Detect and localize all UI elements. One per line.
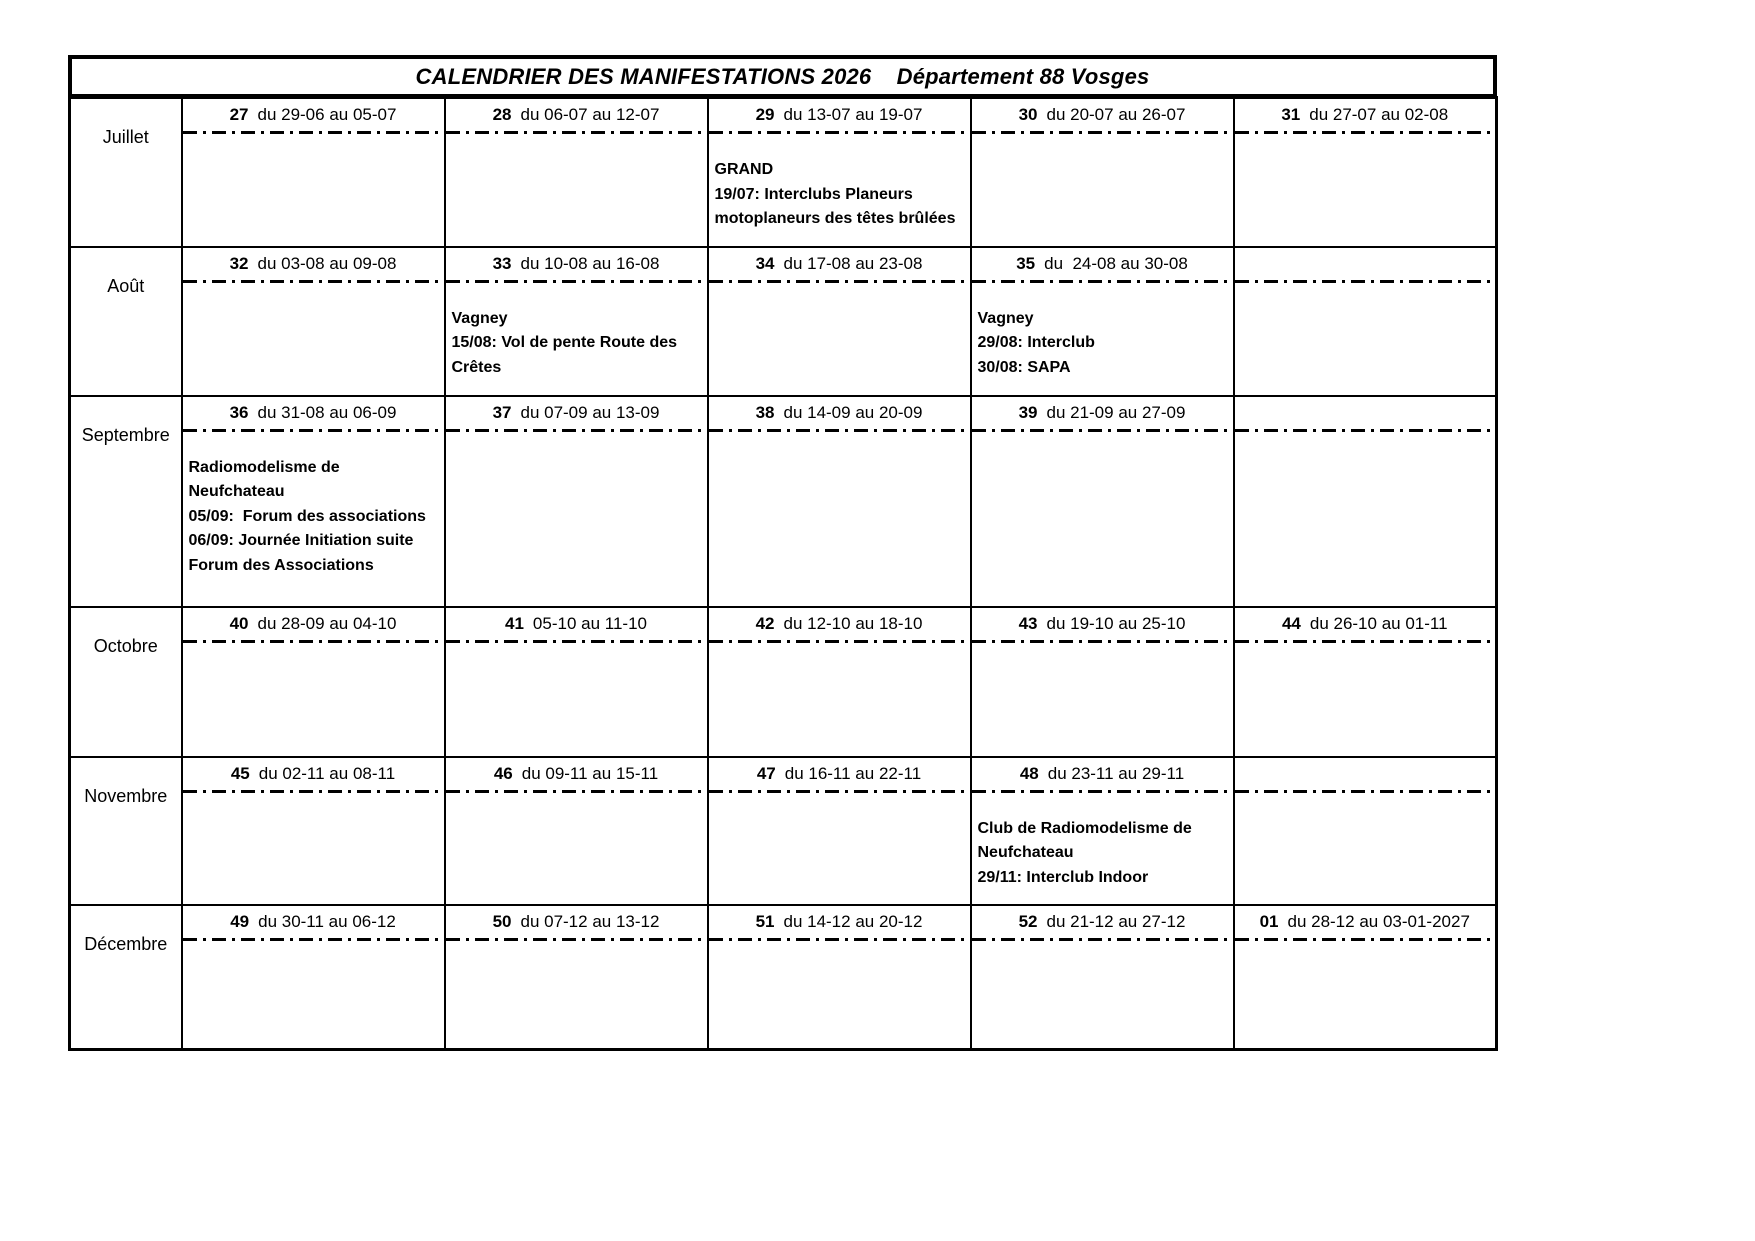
- week-header: [972, 397, 1233, 429]
- week-events: [709, 793, 970, 817]
- week-cell-empty-aout-4: [1234, 247, 1497, 396]
- week-cell-42: [708, 607, 971, 757]
- week-cell-43: [971, 607, 1234, 757]
- week-events: [183, 134, 444, 158]
- week-number: 39: [1018, 402, 1038, 422]
- month-label: Septembre: [81, 424, 170, 445]
- week-number: 33: [492, 253, 512, 273]
- week-cell-32: [182, 247, 445, 396]
- week-number: 41: [505, 613, 524, 633]
- week-header: [709, 397, 970, 429]
- week-date-range: du 14-12 au 20-12: [783, 911, 923, 931]
- week-events: [1235, 643, 1496, 667]
- week-number: 40: [229, 613, 249, 633]
- week-events: [446, 134, 707, 158]
- week-number: 43: [1018, 613, 1038, 633]
- week-number: 31: [1281, 105, 1301, 124]
- week-events: [1235, 283, 1496, 307]
- week-date-range: du 09-11 au 15-11: [521, 763, 659, 783]
- week-header: [972, 99, 1233, 131]
- month-row-septembre: [70, 396, 1497, 607]
- week-header: [972, 248, 1233, 280]
- week-header: [1235, 99, 1496, 131]
- week-cell-36: [182, 396, 445, 607]
- week-header: [183, 248, 444, 280]
- event-line: Radiomodelisme de Neufchateau: [188, 458, 345, 500]
- event-line: 19/07: Interclubs Planeurs: [714, 185, 913, 203]
- week-events: [446, 793, 707, 817]
- week-cell-29: [708, 98, 971, 247]
- week-header: [446, 608, 707, 640]
- week-date-range: du 14-09 au 20-09: [783, 402, 923, 422]
- week-cell-38: [708, 396, 971, 607]
- week-events: [709, 432, 970, 456]
- week-events: [183, 793, 444, 817]
- week-cell-28: [445, 98, 708, 247]
- week-events: [183, 283, 444, 307]
- week-events: [972, 283, 1233, 381]
- week-header: [972, 608, 1233, 640]
- week-cell-empty-novembre-4: [1234, 757, 1497, 905]
- week-number: 47: [756, 763, 776, 783]
- week-header: [972, 758, 1233, 790]
- month-label: Décembre: [84, 933, 168, 954]
- week-number: 01: [1259, 911, 1279, 931]
- event-line: 29/08: Interclub: [977, 334, 1095, 351]
- week-header: [183, 99, 444, 131]
- week-number: 51: [755, 911, 775, 931]
- week-header: [709, 99, 970, 131]
- week-events: [1235, 941, 1496, 965]
- calendar-body: [70, 98, 1497, 1050]
- week-number: 46: [493, 763, 513, 783]
- week-cell-30: [971, 98, 1234, 247]
- week-date-range: du 26-10 au 01-11: [1309, 613, 1448, 633]
- week-date-range: du 30-11 au 06-12: [258, 911, 396, 931]
- week-cell-45: [182, 757, 445, 905]
- month-label: Juillet: [102, 127, 149, 147]
- week-date-range: du 19-10 au 25-10: [1046, 613, 1186, 633]
- week-date-range: du 16-11 au 22-11: [784, 763, 922, 783]
- week-date-range: du 12-10 au 18-10: [783, 613, 923, 633]
- week-cell-40: [182, 607, 445, 757]
- month-label: Octobre: [93, 635, 158, 656]
- week-date-range: du 17-08 au 23-08: [783, 253, 923, 273]
- week-events: [972, 643, 1233, 667]
- week-cell-27: [182, 98, 445, 247]
- week-cell-31: [1234, 98, 1497, 247]
- week-cell-51: [708, 905, 971, 1050]
- week-number: 48: [1019, 763, 1039, 783]
- week-date-range: du 21-09 au 27-09: [1046, 402, 1186, 422]
- week-header: [1235, 758, 1496, 790]
- event-line: Club de Radiomodelisme de: [977, 819, 1192, 837]
- calendar-table: [68, 96, 1498, 1051]
- month-row-novembre: [70, 757, 1497, 905]
- week-cell-01: [1234, 905, 1497, 1050]
- week-number: 28: [492, 105, 512, 124]
- week-cell-49: [182, 905, 445, 1050]
- week-header: [183, 758, 444, 790]
- week-header: [709, 758, 970, 790]
- week-header: [446, 397, 707, 429]
- week-number: 29: [755, 105, 775, 124]
- month-label-cell: [70, 607, 182, 757]
- month-label-cell: [70, 396, 182, 607]
- event-line: Forum des Associations: [188, 556, 374, 574]
- week-events: [709, 643, 970, 667]
- week-cell-48: [971, 757, 1234, 905]
- week-number: 49: [230, 911, 250, 931]
- week-header: [446, 248, 707, 280]
- week-date-range: du 24-08 au 30-08: [1044, 253, 1188, 273]
- week-cell-41: [445, 607, 708, 757]
- week-date-range: du 28-09 au 04-10: [257, 613, 397, 633]
- week-number: 34: [755, 253, 775, 273]
- week-header: [183, 397, 444, 429]
- event-line: motoplaneurs des têtes brûlées: [714, 210, 956, 227]
- event-line: 29/11: Interclub Indoor: [977, 868, 1149, 886]
- week-date-range: du 07-09 au 13-09: [520, 402, 660, 422]
- week-header: [1235, 397, 1496, 429]
- week-cell-52: [971, 905, 1234, 1050]
- event-line: 06/09: Journée Initiation suite: [188, 532, 414, 549]
- week-date-range: du 07-12 au 13-12: [520, 911, 660, 931]
- week-date-range: du 23-11 au 29-11: [1047, 763, 1185, 783]
- week-cell-50: [445, 905, 708, 1050]
- week-header: [709, 906, 970, 938]
- month-label-cell: [70, 905, 182, 1050]
- week-number: 32: [229, 253, 249, 273]
- week-number: 36: [229, 402, 249, 422]
- week-number: 27: [229, 105, 249, 124]
- week-cell-34: [708, 247, 971, 396]
- event-line: Vagney: [451, 309, 508, 327]
- week-events: [709, 941, 970, 965]
- week-cell-39: [971, 396, 1234, 607]
- week-events: [709, 283, 970, 307]
- week-events: [709, 134, 970, 232]
- week-events: [183, 432, 444, 579]
- week-date-range: du 28-12 au 03-01-2027: [1287, 911, 1470, 931]
- month-row-decembre: [70, 905, 1497, 1050]
- week-events: [972, 793, 1233, 891]
- month-label-cell: [70, 247, 182, 396]
- week-date-range: du 31-08 au 06-09: [257, 402, 397, 422]
- week-cell-33: [445, 247, 708, 396]
- week-number: 30: [1018, 105, 1038, 124]
- week-number: 45: [230, 763, 250, 783]
- week-header: [709, 608, 970, 640]
- week-events: [446, 283, 707, 381]
- week-date-range: du 20-07 au 26-07: [1046, 105, 1186, 124]
- month-label: Novembre: [84, 785, 168, 806]
- title-box: [68, 55, 1497, 98]
- week-cell-44: [1234, 607, 1497, 757]
- week-date-range: du 27-07 au 02-08: [1309, 105, 1449, 124]
- week-number: 37: [492, 402, 512, 422]
- week-events: [446, 941, 707, 965]
- week-header: [446, 758, 707, 790]
- event-line: 30/08: SAPA: [977, 358, 1071, 376]
- week-header: [183, 608, 444, 640]
- week-header: [972, 906, 1233, 938]
- week-events: [1235, 432, 1496, 456]
- week-cell-35: [971, 247, 1234, 396]
- week-header: [446, 99, 707, 131]
- week-number: 50: [492, 911, 512, 931]
- week-date-range: du 02-11 au 08-11: [258, 763, 396, 783]
- week-header: [1235, 906, 1496, 938]
- week-events: [446, 643, 707, 667]
- week-date-range: du 13-07 au 19-07: [783, 105, 923, 124]
- week-date-range: du 21-12 au 27-12: [1046, 911, 1186, 931]
- week-number: 35: [1016, 253, 1036, 273]
- week-number: 38: [755, 402, 775, 422]
- week-events: [972, 941, 1233, 965]
- week-header: [183, 906, 444, 938]
- month-row-juillet: [70, 98, 1497, 247]
- week-header: [709, 248, 970, 280]
- week-cell-empty-septembre-4: [1234, 396, 1497, 607]
- week-events: [1235, 793, 1496, 817]
- month-row-octobre: [70, 607, 1497, 757]
- week-cell-37: [445, 396, 708, 607]
- week-events: [183, 643, 444, 667]
- week-number: 42: [755, 613, 775, 633]
- week-events: [446, 432, 707, 456]
- week-events: [1235, 134, 1496, 158]
- month-label-cell: [70, 757, 182, 905]
- week-events: [972, 134, 1233, 158]
- month-row-aout: [70, 247, 1497, 396]
- event-line: 05/09: Forum des associations: [188, 507, 426, 525]
- week-cell-46: [445, 757, 708, 905]
- week-header: [1235, 248, 1496, 280]
- week-cell-47: [708, 757, 971, 905]
- week-date-range: du 29-06 au 05-07: [257, 105, 397, 124]
- page-title: CALENDRIER DES MANIFESTATIONS 2026 Département 88 Vosges: [415, 63, 1150, 89]
- week-header: [446, 906, 707, 938]
- week-events: [183, 941, 444, 965]
- event-line: Crêtes: [451, 358, 502, 376]
- week-date-range: du 03-08 au 09-08: [257, 253, 397, 273]
- week-header: [1235, 608, 1496, 640]
- event-line: Neufchateau: [977, 844, 1074, 861]
- week-number: 44: [1281, 613, 1301, 633]
- week-events: [972, 432, 1233, 456]
- week-number: 52: [1018, 911, 1038, 931]
- week-date-range: du 06-07 au 12-07: [520, 105, 660, 124]
- week-date-range: du 10-08 au 16-08: [520, 253, 660, 273]
- week-date-range: 05-10 au 11-10: [532, 613, 647, 633]
- month-label-cell: [70, 98, 182, 247]
- month-label: Août: [107, 275, 145, 296]
- event-line: Vagney: [977, 309, 1034, 327]
- event-line: GRAND: [714, 161, 774, 178]
- event-line: 15/08: Vol de pente Route des: [451, 334, 678, 351]
